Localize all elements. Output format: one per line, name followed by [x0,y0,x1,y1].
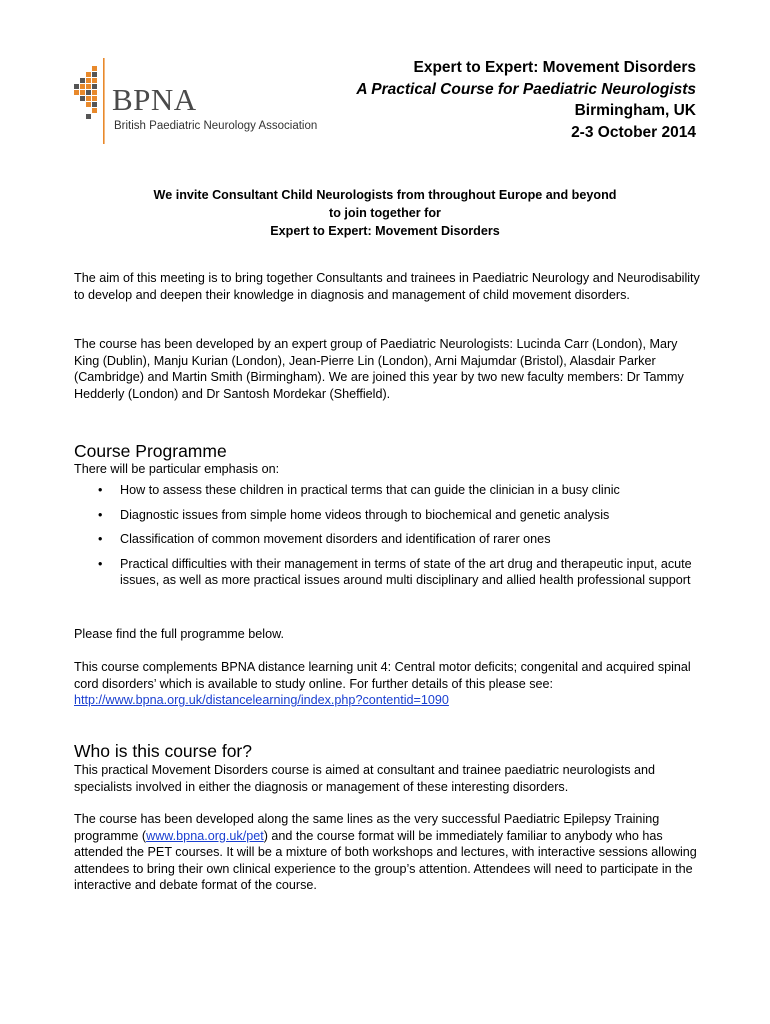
bpna-logo [72,58,322,148]
invitation-line-3: Expert to Expert: Movement Disorders [270,224,500,238]
bullet-icon: • [98,532,103,547]
complements-paragraph: This course complements BPNA distance learning unit 4: Central motor deficits; congenital and acquired spinal cord disorders’ which is available to study online. For further details of this please see: http://www.bpna.org.uk/distancelearning/index.php?contentid=1090 [74,660,691,708]
audience-heading: Who is this course for? [74,741,252,761]
course-programme-heading: Course Programme [74,441,227,461]
logo-subtitle: British Paediatric Neurology Association [114,120,318,132]
invitation-line-1: We invite Consultant Child Neurologists from throughout Europe and beyond [153,188,617,202]
full-programme-note: Please find the full programme below. [74,627,285,641]
course-location: Birmingham, UK [574,102,696,119]
bullet-icon: • [98,483,103,497]
invitation-block [74,186,696,240]
aim-paragraph: The aim of this meeting is to bring together Consultants and trainees in Paediatric Neurology and Neurodisability to develop and deepen their knowledge in diagnosis and management of child movement disorders. [74,271,700,302]
list-item: • Diagnostic issues from simple home videos through to biochemical and genetic analysis [98,507,610,522]
programme-list [74,482,704,597]
logo-name: BPNA [112,82,197,117]
invitation-line-2: to join together for [329,206,441,220]
format-paragraph: The course has been developed along the same lines as the very successful Paediatric Epilepsy Training programme (www.bpna.org.uk/pet) and the course format will be immediately familiar to anybody who has attended the PET courses. It will be a mixture of both workshops and lectures, with interactive sessions allowing attendees to bring their own clinical experience to the group’s attention. Attendees will need to participate in the interactive and debate format of the course. [74,812,697,893]
list-item: • Classification of common movement disorders and identification of rarer ones [98,532,551,547]
bullet-icon: • [98,507,103,522]
programme-lead: There will be particular emphasis on: [74,462,280,476]
course-header [356,57,696,143]
course-title: Expert to Expert: Movement Disorders [413,59,696,76]
list-item: • Practical difficulties with their management in terms of state of the art drug and therapeutic input, acute issues, as well as more practical issues around multi disciplinary and allied health professional support [98,556,692,588]
distance-learning-link[interactable]: http://www.bpna.org.uk/distancelearning/index.php?contentid=1090 [74,693,449,708]
logo-mark-icon [72,58,112,148]
bullet-icon: • [98,556,103,571]
pet-link[interactable]: www.bpna.org.uk/pet [146,828,264,843]
course-subtitle: A Practical Course for Paediatric Neurologists [356,80,696,98]
audience-paragraph: This practical Movement Disorders course is aimed at consultant and trainee paediatric neurologists and specialists involved in either the diagnosis or management of these interesting disorders. [74,763,656,794]
faculty-paragraph: The course has been developed by an expert group of Paediatric Neurologists: Lucinda Carr (London), Mary King (Dublin), Manju Kurian (London), Jean-Pierre Lin (London), Arni Majumdar (Bristol), Alasdair Parker (Cambridge) and Martin Smith (Birmingham). We are joined this year by two new faculty members: Dr Tammy Hedderly (London) and Dr Santosh Mordekar (Sheffield). [74,337,684,401]
list-item: • How to assess these children in practical terms that can guide the clinician in a busy clinic [98,483,620,497]
course-dates: 2-3 October 2014 [571,123,696,141]
